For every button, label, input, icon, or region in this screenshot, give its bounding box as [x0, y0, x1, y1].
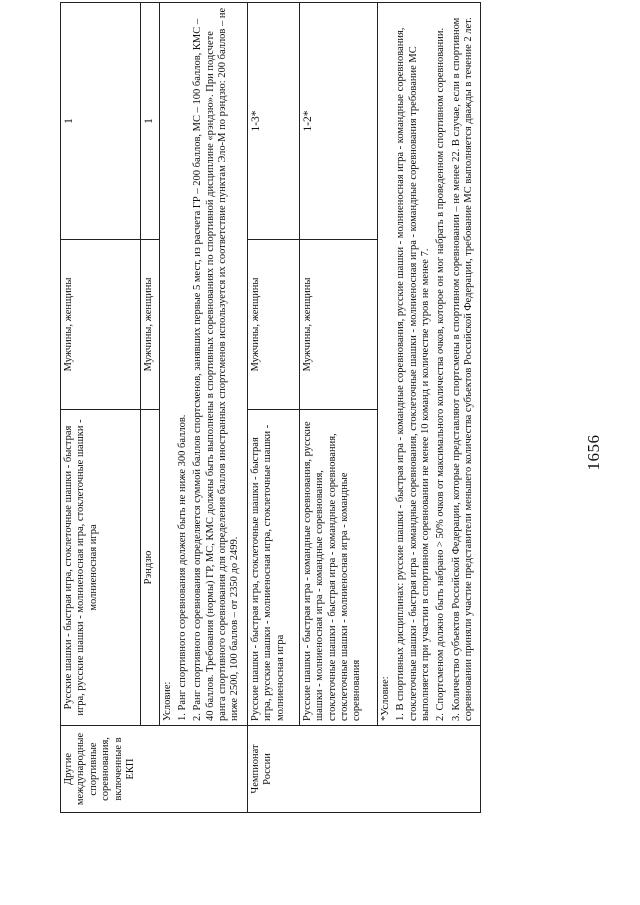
condition-item: 1. Ранг спортивного соревнования должен быть не ниже 300 баллов. — [176, 414, 188, 721]
table-row — [61, 3, 141, 813]
discipline-cell: Русские шашки - быстрая игра, стоклеточные шашки - быстрая игра, русские шашки - молниеносная игра, стоклеточные шашки - молниеносная игра — [61, 410, 141, 726]
classification-table — [60, 2, 481, 813]
table-row — [247, 3, 299, 813]
category-cell: Другие международные спортивные соревнования, включенные в ЕКП — [61, 726, 248, 813]
table-row — [141, 3, 160, 813]
table-row — [159, 3, 247, 813]
group-cell: Мужчины, женщины — [247, 240, 299, 410]
discipline-cell: Русские шашки - быстрая игра - командные соревнования, русские шашки - молниеносная игра - командные соревнования, стоклеточные шашки - быстрая игра - командные соревнования, стоклеточные шашки - молниеносная игра - командные соревнования — [299, 410, 377, 726]
condition-item: 2. Ранг спортивного соревнования определяется суммой баллов спортсменов, занявших первые 5 мест, из расчета ГР – 200 баллов, МС – 100 баллов, КМС – 40 баллов. Требования (нормы) ГР, МС, КМС должны быть выполнены в спортивных соревнованиях по спортивной дисциплине «рэндзю». При подсчете ранга спортивного соревнования для определения баллов иностранных спортсменов используется их соответствие пунктам Эло-М по рэндзю: 200 баллов – не ниже 2500, 100 баллов – от 2350 до 2499. — [192, 7, 241, 721]
group-cell: Мужчины, женщины — [299, 240, 377, 410]
places-cell: 1-3* — [247, 3, 299, 240]
category-cell: Чемпионат России — [247, 726, 481, 813]
places-cell: 1 — [141, 3, 160, 240]
page-number: 1656 — [584, 434, 603, 471]
condition-item: 2. Спортсменом должно быть набрано > 50% очков от максимального количества очков, которое он мог набрать в проведенном спортивном соревновании. — [435, 27, 447, 721]
table-row — [377, 3, 481, 813]
condition-cell — [377, 3, 481, 726]
table-row — [299, 3, 377, 813]
places-cell: 1-2* — [299, 3, 377, 240]
discipline-cell: Русские шашки - быстрая игра, стоклеточные шашки - быстрая игра, русские шашки - молниеносная игра, стоклеточные шашки - молниеносная игра — [247, 410, 299, 726]
condition-item: 3. Количество субъектов Российской Федерации, которые представляют спортсмены в спортивном соревновании – не менее 22. В случае, если в спортивном соревновании приняли участие представители меньшего количества субъектов Российской Федерации, требование МС выполняется дважды в течение 2 лет. — [450, 17, 475, 721]
places-cell: 1 — [61, 3, 141, 240]
group-cell: Мужчины, женщины — [141, 240, 160, 410]
condition-item: 1. В спортивных дисциплинах: русские шашки - быстрая игра - командные соревнования, русские шашки - молниеносная игра - командные соревнования, стоклеточные шашки - быстрая игра - командные соревнования, стоклеточные шашки - молниеносная игра - командные соревнования требование МС выполняется при участии в спортивном соревновании не менее 10 команд и количестве туров не менее 7. — [395, 27, 431, 721]
condition-cell — [159, 3, 247, 726]
condition-title: Условие: — [161, 681, 173, 721]
group-cell: Мужчины, женщины — [61, 240, 141, 410]
discipline-cell: Рэндзю — [141, 410, 160, 726]
condition-title: *Условие: — [379, 676, 391, 721]
